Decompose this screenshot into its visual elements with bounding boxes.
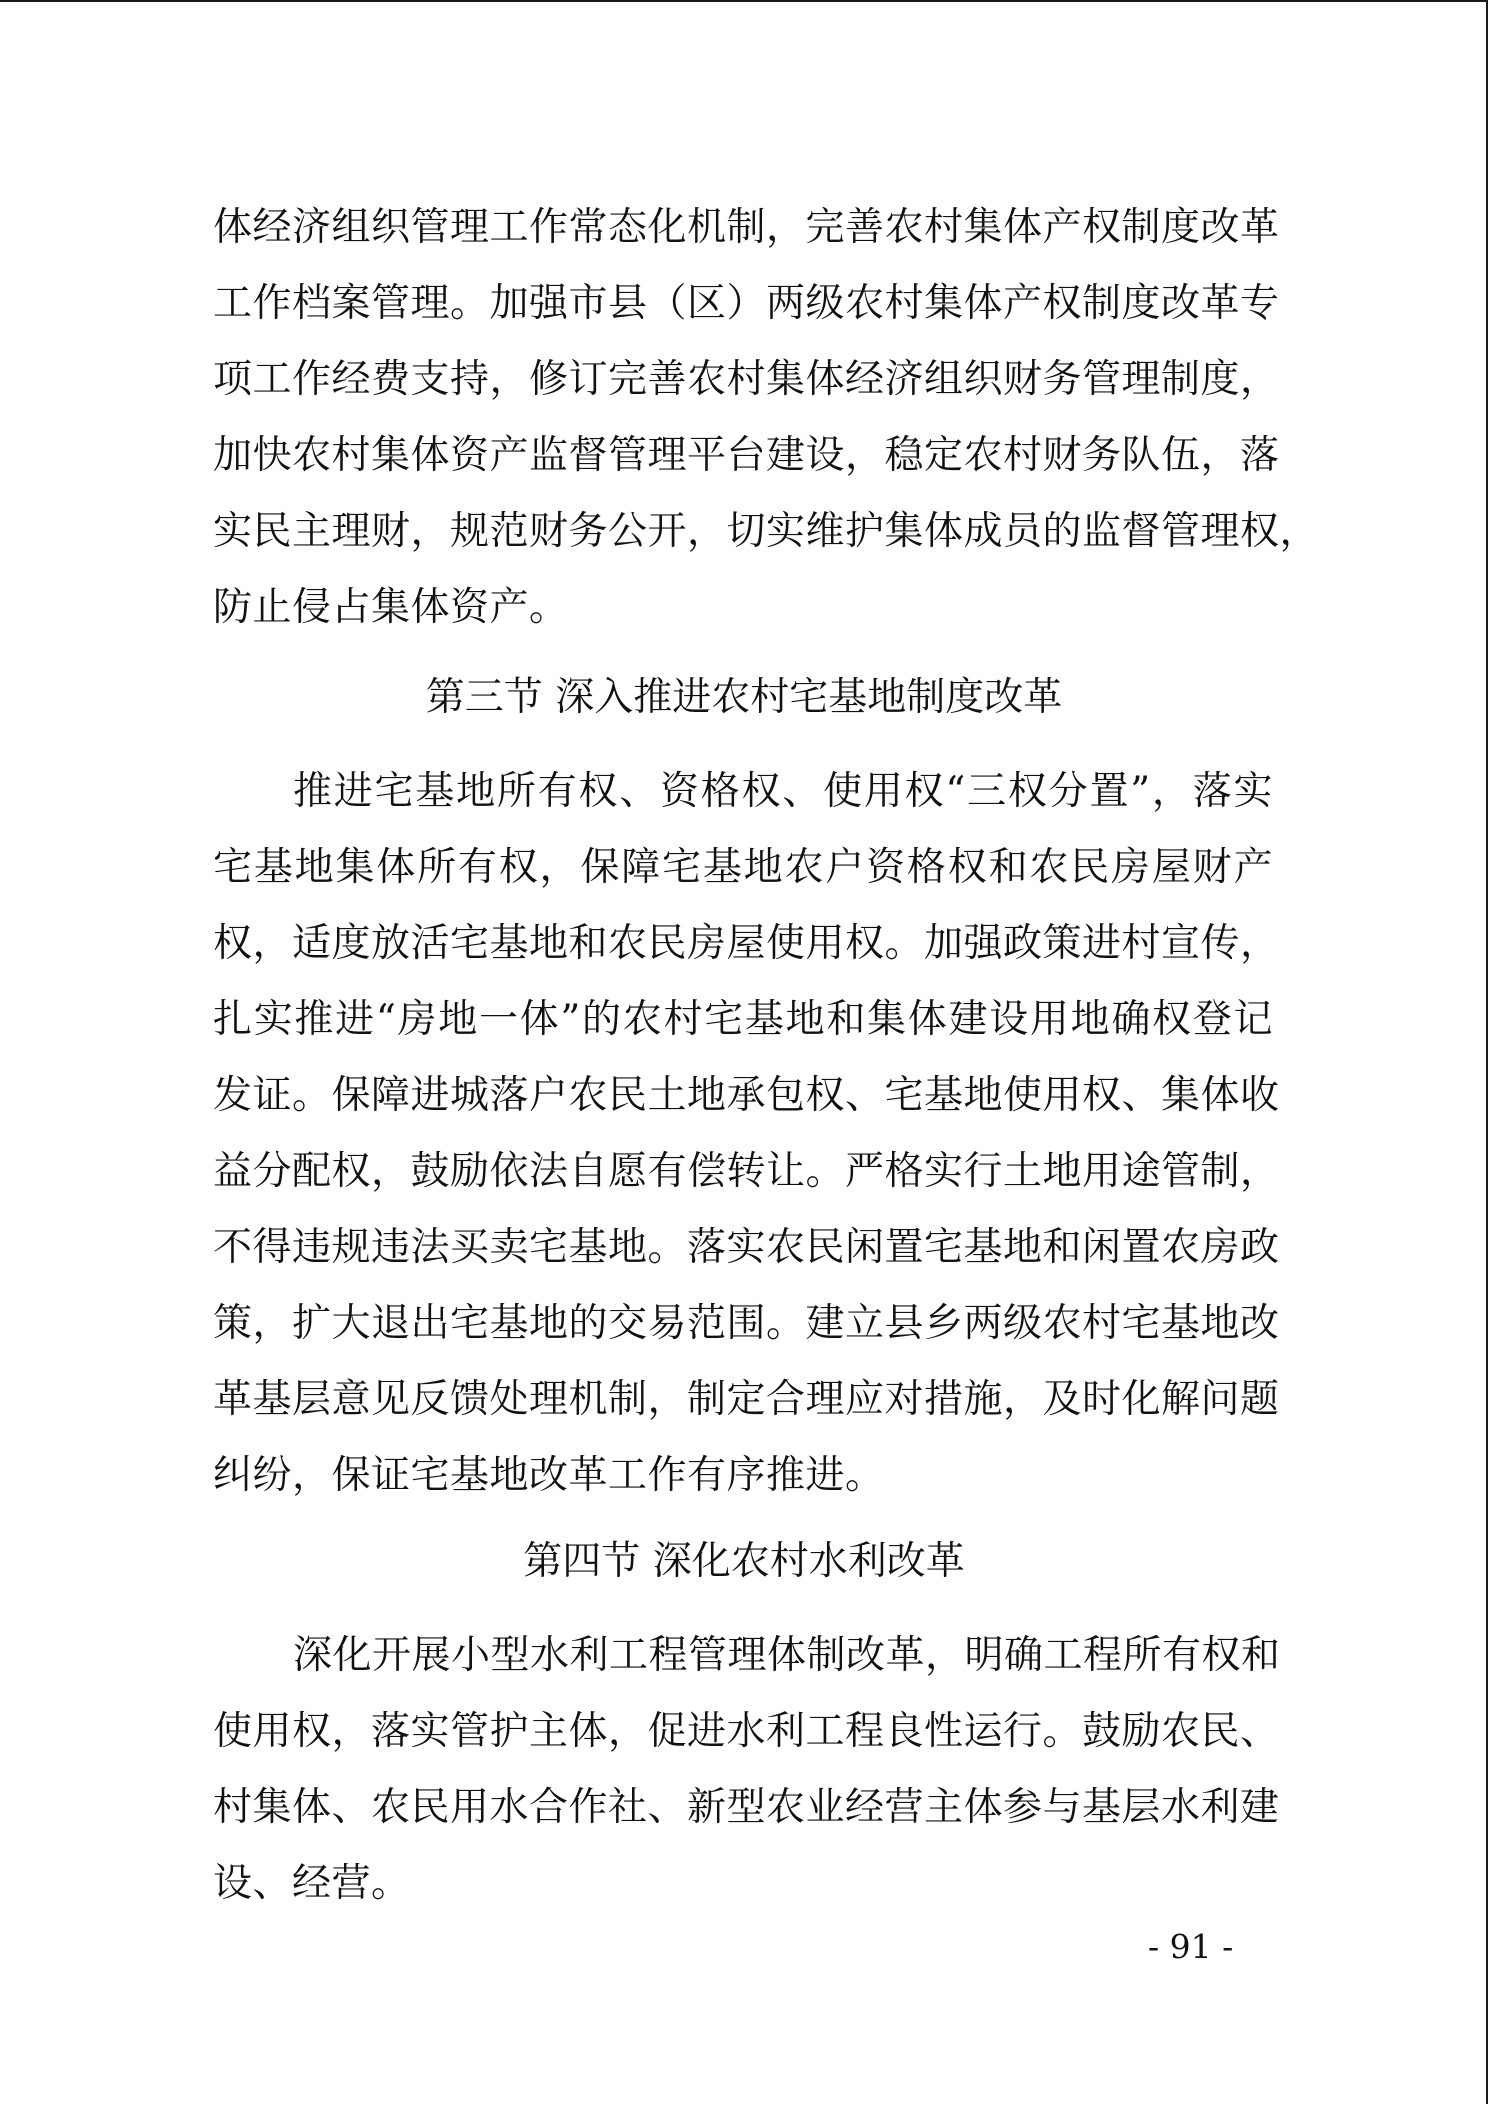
section-3-body <box>213 754 1280 1514</box>
paragraph-line: 工作档案管理。加强市县（区）两级农村集体产权制度改革专 <box>213 281 1280 326</box>
paragraph-line: 深化开展小型水利工程管理体制改革，明确工程所有权和 <box>293 1633 1281 1678</box>
section-4-body <box>213 1618 1281 1922</box>
section-4-heading: 第四节 深化农村水利改革 <box>523 1539 965 1584</box>
paragraph-line: 实民主理财，规范财务公开，切实维护集体成员的监督管理权， <box>213 509 1320 554</box>
paragraph-line: 不得违规违法买卖宅基地。落实农民闲置宅基地和闲置农房政 <box>213 1225 1280 1270</box>
paragraph-line: 防止侵占集体资产。 <box>213 585 569 630</box>
paragraph-line: 项工作经费支持，修订完善农村集体经济组织财务管理制度， <box>213 357 1280 402</box>
paragraph-line: 纠纷，保证宅基地改革工作有序推进。 <box>213 1453 885 1498</box>
paragraph-line: 村集体、农民用水合作社、新型农业经营主体参与基层水利建 <box>213 1785 1280 1830</box>
page-number: - 91 - <box>1148 1927 1234 1966</box>
section-3-heading: 第三节 深入推进农村宅基地制度改革 <box>425 675 1063 720</box>
paragraph-1 <box>213 190 1320 646</box>
paragraph-line: 革基层意见反馈处理机制，制定合理应对措施，及时化解问题 <box>213 1377 1280 1422</box>
paragraph-line: 体经济组织管理工作常态化机制，完善农村集体产权制度改革 <box>213 205 1280 250</box>
paragraph-line: 权，适度放活宅基地和农民房屋使用权。加强政策进村宣传， <box>213 921 1280 966</box>
paragraph-line: 使用权，落实管护主体，促进水利工程良性运行。鼓励农民、 <box>213 1709 1280 1754</box>
paragraph-line: 设、经营。 <box>213 1861 411 1906</box>
paragraph-line: 推进宅基地所有权、资格权、使用权“三权分置”，落实 <box>293 769 1273 814</box>
paragraph-line: 益分配权，鼓励依法自愿有偿转让。严格实行土地用途管制， <box>213 1149 1280 1194</box>
paragraph-line: 加快农村集体资产监督管理平台建设，稳定农村财务队伍，落 <box>213 433 1280 478</box>
paragraph-line: 策，扩大退出宅基地的交易范围。建立县乡两级农村宅基地改 <box>213 1301 1280 1346</box>
paragraph-line: 扎实推进“房地一体”的农村宅基地和集体建设用地确权登记 <box>213 997 1273 1042</box>
paragraph-line: 宅基地集体所有权，保障宅基地农户资格权和农民房屋财产 <box>213 845 1273 890</box>
paragraph-line: 发证。保障进城落户农民土地承包权、宅基地使用权、集体收 <box>213 1073 1280 1118</box>
